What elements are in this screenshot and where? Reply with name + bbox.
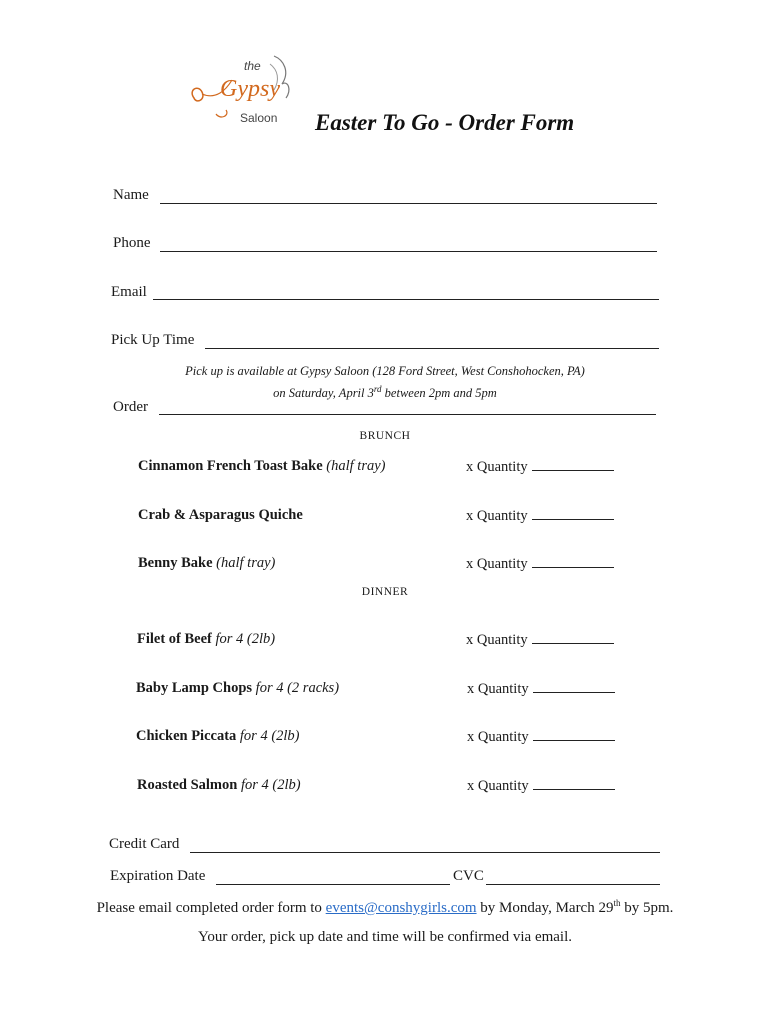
menu-item-benny-bake: Benny Bake (half tray) bbox=[138, 555, 276, 571]
logo-word-saloon: Saloon bbox=[240, 111, 278, 125]
quantity-crab-quiche[interactable]: x Quantity bbox=[466, 507, 614, 525]
pickup-note bbox=[110, 362, 660, 402]
phone-label: Phone bbox=[113, 235, 151, 251]
menu-item-roasted-salmon: Roasted Salmon for 4 (2lb) bbox=[137, 777, 301, 793]
logo-word-gypsy: Gypsy bbox=[220, 76, 280, 102]
quantity-benny-bake[interactable]: x Quantity bbox=[466, 555, 614, 573]
menu-item-cinnamon-french-toast: Cinnamon French Toast Bake (half tray) bbox=[138, 458, 386, 474]
expiration-label: Expiration Date bbox=[110, 868, 206, 884]
logo-word-the: the bbox=[244, 59, 261, 73]
credit-card-label: Credit Card bbox=[109, 836, 180, 852]
cvc-label: CVC bbox=[453, 868, 484, 884]
pickup-time-field-line[interactable] bbox=[205, 348, 659, 349]
email-label: Email bbox=[111, 284, 147, 300]
footer-confirmation: Your order, pick up date and time will be confirmed via email. bbox=[197, 929, 573, 945]
credit-card-field-line[interactable] bbox=[190, 852, 660, 853]
quantity-filet-of-beef[interactable]: x Quantity bbox=[466, 631, 614, 649]
menu-item-filet-of-beef: Filet of Beef for 4 (2lb) bbox=[137, 631, 276, 647]
quantity-cinnamon-french-toast[interactable]: x Quantity bbox=[466, 458, 614, 476]
phone-field-line[interactable] bbox=[160, 251, 657, 252]
pickup-time-label: Pick Up Time bbox=[111, 332, 195, 348]
quantity-roasted-salmon[interactable]: x Quantity bbox=[467, 777, 615, 795]
email-link[interactable]: events@conshygirls.com bbox=[325, 900, 477, 916]
pickup-note-line1: Pick up is available at Gypsy Saloon (128 Ford Street, West Conshohocken, PA) bbox=[185, 364, 585, 378]
expiration-field-line[interactable] bbox=[216, 884, 450, 885]
quantity-chicken-piccata[interactable]: x Quantity bbox=[467, 728, 615, 746]
order-label: Order bbox=[113, 399, 148, 415]
order-field-line[interactable] bbox=[159, 414, 656, 415]
form-title: Easter To Go - Order Form bbox=[315, 110, 575, 135]
menu-item-baby-lamp-chops: Baby Lamp Chops for 4 (2 racks) bbox=[136, 680, 340, 696]
name-label: Name bbox=[113, 187, 149, 203]
dinner-header: DINNER bbox=[361, 586, 409, 598]
menu-item-chicken-piccata: Chicken Piccata for 4 (2lb) bbox=[136, 728, 300, 744]
name-field-line[interactable] bbox=[160, 203, 657, 204]
footer-instructions: Please email completed order form to events@conshygirls.com by Monday, March 29th by 5pm. bbox=[96, 898, 674, 916]
email-field-line[interactable] bbox=[153, 299, 659, 300]
logo-graphic bbox=[186, 50, 298, 130]
pickup-note-line2: on Saturday, April 3rd between 2pm and 5pm bbox=[273, 384, 497, 401]
menu-item-crab-quiche: Crab & Asparagus Quiche bbox=[138, 507, 303, 523]
quantity-baby-lamp-chops[interactable]: x Quantity bbox=[467, 680, 615, 698]
brunch-header: BRUNCH bbox=[359, 430, 411, 442]
gypsy-saloon-logo bbox=[186, 50, 298, 130]
cvc-field-line[interactable] bbox=[486, 884, 660, 885]
